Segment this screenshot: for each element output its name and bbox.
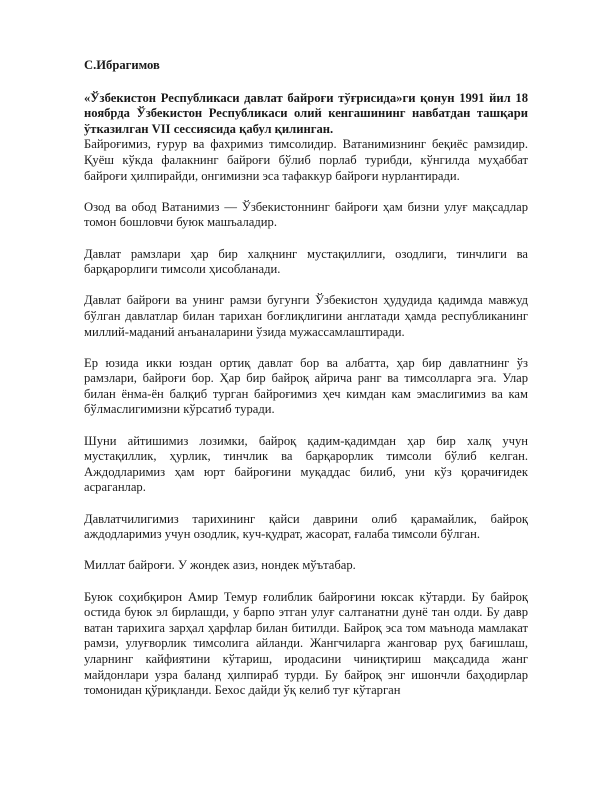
paragraph: Ер юзида икки юздан ортиқ давлат бор ва албатта, ҳар бир давлатнинг ўз рамзлари, байроғи бор. Ҳар бир байроқ айрича ранг ва тимсолларга эга. Улар билан ёнма-ён балқиб турган байроғимиз ҳеч кимдан кам эмаслигимиз ва кам бўлмаслигимизни кўрсатиб туради. [84,355,528,417]
paragraph: Озод ва обод Ватанимиз — Ўзбекистоннинг байроғи ҳам бизни улуғ мақсадлар томон бошловчи буюк машъаладир. [84,199,528,230]
paragraph: Давлатчилигимиз тарихининг қайси даврини олиб қарамайлик, байроқ аждодларимиз учун озодлик, куч-қудрат, жасорат, ғалаба тимсоли бўлган. [84,511,528,542]
document-heading: «Ўзбекистон Республикаси давлат байроғи тўғрисида»ги қонун 1991 йил 18 ноябрда Ўзбекистон Республикаси олий кенгашининг навбатдан ташқари ўтказилган VII сессиясида қабул қилинган. [84,90,528,136]
paragraph: Давлат байроғи ва унинг рамзи бугунги Ўзбекистон ҳудудида қадимда мавжуд бўлган давлатлар билан тарихан боғлиқлигини англатади ҳамда республиканинг миллий-маданий анъаналарини ўзида мужассамлаштиради. [84,293,528,339]
paragraph: Байроғимиз, ғурур ва фахримиз тимсолидир. Ватанимизнинг беқиёс рамзидир. Қуёш кўкда фалакнинг байроғи бўлиб порлаб турибди, кўнгилда муҳаббат байроғи ҳилпирайди, онгимизни эса тафаккур байроғи нурлантиради. [84,137,528,183]
paragraph: Давлат рамзлари ҳар бир халқнинг мустақиллиги, озодлиги, тинчлиги ва барқарорлиги тимсоли ҳисобланади. [84,246,528,277]
document-page [84,58,528,714]
paragraph: Миллат байроғи. У жондек азиз, нондек мўътабар. [84,558,356,573]
paragraph: Буюк соҳибқирон Амир Темур ғолиблик байроғини юксак кўтарди. Бу байроқ остида буюк эл бирлашди, у барпо этган улуғ салтанатни дунё тан олди. Бу давр ватан тарихига зарҳал ҳарфлар билан битилди. Байроқ эса том маънода мамлакат рамзи, улуғворлик тимсолига айланди. Жангчиларга жанговар руҳ бағишлаш, уларнинг кайфиятини кўтариш, иродасини чиниқтириш мақсадида жанг майдонлари узра баланд ҳилпираб турди. Бу байроқ энг ишончли баҳодирлар томонидан қўриқланди. Бехос дайди ўқ келиб туғ кўтарган [84,589,528,698]
author-name: С.Ибрагимов [84,58,160,72]
paragraph: Шуни айтишимиз лозимки, байроқ қадим-қадимдан ҳар бир халқ учун мустақиллик, ҳурлик, тинчлик ва барқарорлик тимсоли бўлиб келган. Аждодларимиз ҳам юрт байроғини муқаддас билиб, уни кўз қорачиғидек асраганлар. [84,433,528,495]
